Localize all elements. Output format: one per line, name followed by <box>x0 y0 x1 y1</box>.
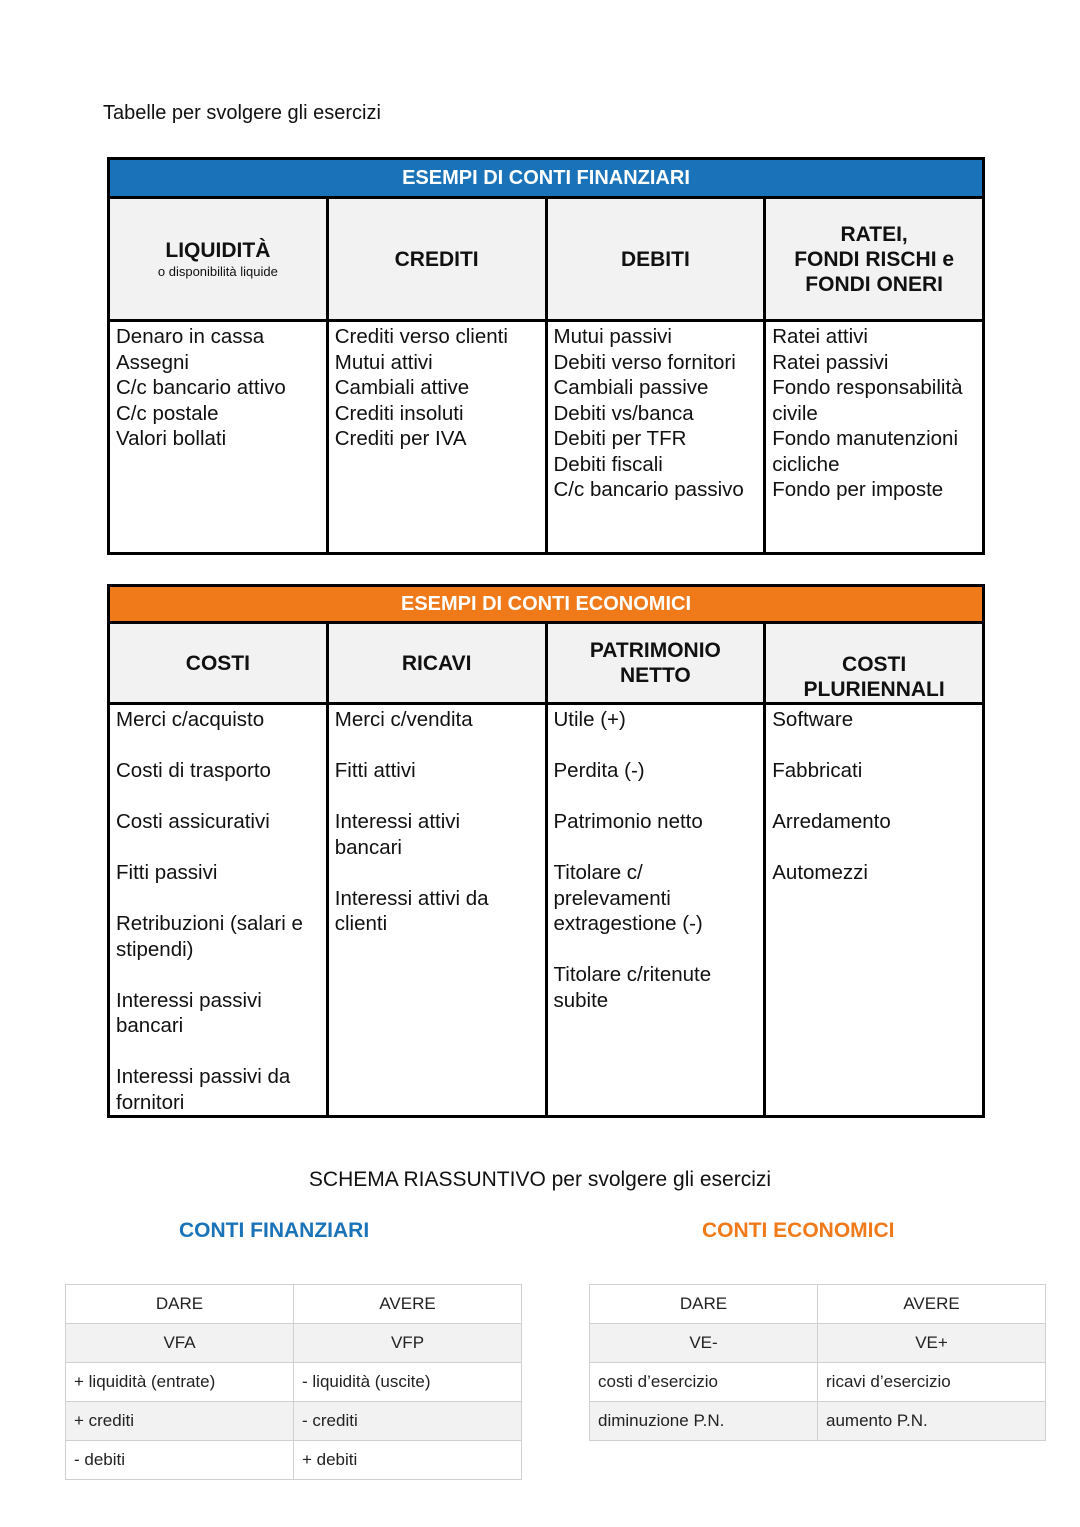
account-item: Crediti insoluti <box>334 401 464 425</box>
header-ratei-fondi <box>765 198 984 321</box>
account-item: Assegni <box>116 350 189 374</box>
account-item-line: stipendi) <box>116 937 194 961</box>
account-item: cicliche <box>772 452 840 476</box>
header-title-line: PATRIMONIO <box>589 639 721 662</box>
header-title-line: FONDI ONERI <box>805 272 943 296</box>
account-item-line: Costi di trasporto <box>116 759 271 782</box>
header-patrimonio-netto <box>546 623 765 704</box>
account-item: Ratei passivi <box>772 350 889 374</box>
summary-row <box>66 1441 522 1480</box>
account-item <box>772 758 976 784</box>
account-item <box>335 809 539 860</box>
header-title: RICAVI <box>401 651 472 675</box>
column-debiti <box>546 321 765 554</box>
economic-table-banner: ESEMPI DI CONTI ECONOMICI <box>109 586 984 623</box>
account-item-line: fornitori <box>116 1090 185 1114</box>
account-item: Fondo responsabilità <box>772 376 963 399</box>
header-costi-pluriennali <box>765 623 984 704</box>
avere-cell: aumento P.N. <box>818 1402 1046 1441</box>
account-item <box>554 860 758 937</box>
header-title: LIQUIDITÀ <box>165 238 271 262</box>
dare-cell: DARE <box>66 1285 294 1324</box>
dare-cell: VE- <box>590 1324 818 1363</box>
header-ricavi <box>327 623 546 704</box>
header-title: CREDITI <box>394 247 479 271</box>
account-item-line: Utile (+) <box>553 708 626 731</box>
avere-cell: ricavi d’esercizio <box>818 1363 1046 1402</box>
account-item: Cambiali attive <box>334 376 470 399</box>
account-item-line: bancari <box>334 835 402 859</box>
account-item: Valori bollati <box>116 427 227 450</box>
account-item: Crediti per IVA <box>334 427 467 450</box>
header-title-line: PLURIENNALI <box>803 678 945 701</box>
account-item-line: Interessi attivi <box>334 810 461 833</box>
header-title-line: COSTI <box>842 653 907 676</box>
header-costi <box>109 623 328 704</box>
account-item-line: Titolare c/ <box>553 861 643 884</box>
economic-summary-title: CONTI ECONOMICI <box>702 1219 895 1242</box>
account-item-line: Merci c/acquisto <box>116 708 265 731</box>
account-item: Crediti verso clienti <box>334 325 508 348</box>
account-item <box>116 1064 320 1115</box>
header-title-line: RATEI, <box>840 222 908 246</box>
account-item-line: Merci c/vendita <box>334 708 473 731</box>
schema-title: SCHEMA RIASSUNTIVO per svolgere gli esercizi <box>308 1168 772 1191</box>
dare-cell: costi d’esercizio <box>590 1363 818 1402</box>
account-item: Denaro in cassa <box>116 325 265 348</box>
column-crediti <box>327 321 546 554</box>
column-ricavi <box>327 704 546 1117</box>
account-item <box>116 809 320 835</box>
account-item: Debiti fiscali <box>553 452 663 476</box>
account-item: Debiti vs/banca <box>553 401 694 425</box>
account-item-line: Interessi attivi da <box>334 886 489 910</box>
account-item-line: Fitti passivi <box>116 861 218 884</box>
account-item <box>116 911 320 962</box>
column-liquidita <box>109 321 328 554</box>
account-item-line: bancari <box>116 1014 184 1037</box>
header-subtitle: o disponibilità liquide <box>157 263 278 279</box>
account-item <box>335 886 539 937</box>
account-item-line: subite <box>553 988 609 1012</box>
summary-row <box>590 1402 1046 1441</box>
summary-row <box>66 1285 522 1324</box>
account-item <box>554 809 758 835</box>
account-item: C/c postale <box>116 401 219 425</box>
column-costi-pluriennali <box>765 704 984 1117</box>
account-item <box>554 707 758 733</box>
avere-cell: + debiti <box>294 1441 522 1480</box>
account-item: Fondo per imposte <box>772 478 944 501</box>
account-item: C/c bancario attivo <box>116 376 286 399</box>
account-item-line: prelevamenti <box>553 886 671 910</box>
header-title: DEBITI <box>620 247 690 271</box>
account-item: C/c bancario passivo <box>553 478 744 501</box>
avere-cell: VFP <box>294 1324 522 1363</box>
dare-cell: - debiti <box>66 1441 294 1480</box>
column-ratei-fondi <box>765 321 984 554</box>
header-liquidita <box>109 198 328 321</box>
account-item <box>772 860 976 886</box>
dare-cell: DARE <box>590 1285 818 1324</box>
summary-row <box>66 1402 522 1441</box>
account-item-line: Fabbricati <box>772 759 863 782</box>
account-item: Mutui passivi <box>553 325 672 348</box>
account-item-line: Arredamento <box>772 810 891 833</box>
dare-cell: + crediti <box>66 1402 294 1441</box>
avere-cell: AVERE <box>294 1285 522 1324</box>
dare-cell: + liquidità (entrate) <box>66 1363 294 1402</box>
account-item-line: Patrimonio netto <box>553 810 703 833</box>
header-debiti <box>546 198 765 321</box>
account-item-line: Interessi passivi <box>116 988 262 1012</box>
avere-cell: - liquidità (uscite) <box>294 1363 522 1402</box>
avere-cell: AVERE <box>818 1285 1046 1324</box>
account-item-line: Titolare c/ritenute <box>553 963 712 986</box>
account-item-line: Retribuzioni (salari e <box>116 912 303 935</box>
account-item <box>554 962 758 1013</box>
summary-row <box>590 1285 1046 1324</box>
account-item: civile <box>772 401 818 425</box>
account-item <box>116 707 320 733</box>
summary-row <box>590 1363 1046 1402</box>
account-item: Debiti per TFR <box>553 427 687 450</box>
summary-row <box>590 1324 1046 1363</box>
account-item-line: Perdita (-) <box>553 759 645 782</box>
account-item: Fondo manutenzioni <box>772 427 959 450</box>
account-item: Debiti verso fornitori <box>553 350 736 374</box>
account-item <box>116 860 320 886</box>
header-title-line: NETTO <box>619 664 691 687</box>
economic-summary-table <box>589 1284 1046 1441</box>
avere-cell: - crediti <box>294 1402 522 1441</box>
account-item <box>116 758 320 784</box>
economic-accounts-table <box>107 584 985 1118</box>
summary-row <box>66 1324 522 1363</box>
account-item-line: Software <box>772 708 854 731</box>
summary-row <box>66 1363 522 1402</box>
account-item-line: extragestione (-) <box>553 912 703 935</box>
dare-cell: VFA <box>66 1324 294 1363</box>
account-item <box>772 707 976 733</box>
financial-accounts-table <box>107 157 985 555</box>
financial-table-banner: ESEMPI DI CONTI FINANZIARI <box>109 159 984 198</box>
account-item-line: Automezzi <box>772 861 868 884</box>
account-item <box>772 809 976 835</box>
account-item <box>335 707 539 733</box>
column-patrimonio-netto <box>546 704 765 1117</box>
account-item: Mutui attivi <box>334 350 433 374</box>
column-costi <box>109 704 328 1117</box>
account-item: Ratei attivi <box>772 325 868 348</box>
financial-summary-title: CONTI FINANZIARI <box>179 1219 370 1242</box>
account-item-line: Interessi passivi da <box>116 1065 291 1088</box>
account-item <box>554 758 758 784</box>
account-item-line: clienti <box>334 912 388 935</box>
financial-summary-table <box>65 1284 522 1480</box>
account-item-line: Fitti attivi <box>334 759 416 782</box>
account-item <box>335 758 539 784</box>
intro-text: Tabelle per svolgere gli esercizi <box>103 102 381 124</box>
avere-cell: VE+ <box>818 1324 1046 1363</box>
account-item-line: Costi assicurativi <box>116 810 270 833</box>
header-crediti <box>327 198 546 321</box>
account-item: Cambiali passive <box>553 376 709 399</box>
header-title: COSTI <box>185 651 250 675</box>
dare-cell: diminuzione P.N. <box>590 1402 818 1441</box>
header-title-line: FONDI RISCHI e <box>794 247 955 271</box>
account-item <box>116 988 320 1039</box>
